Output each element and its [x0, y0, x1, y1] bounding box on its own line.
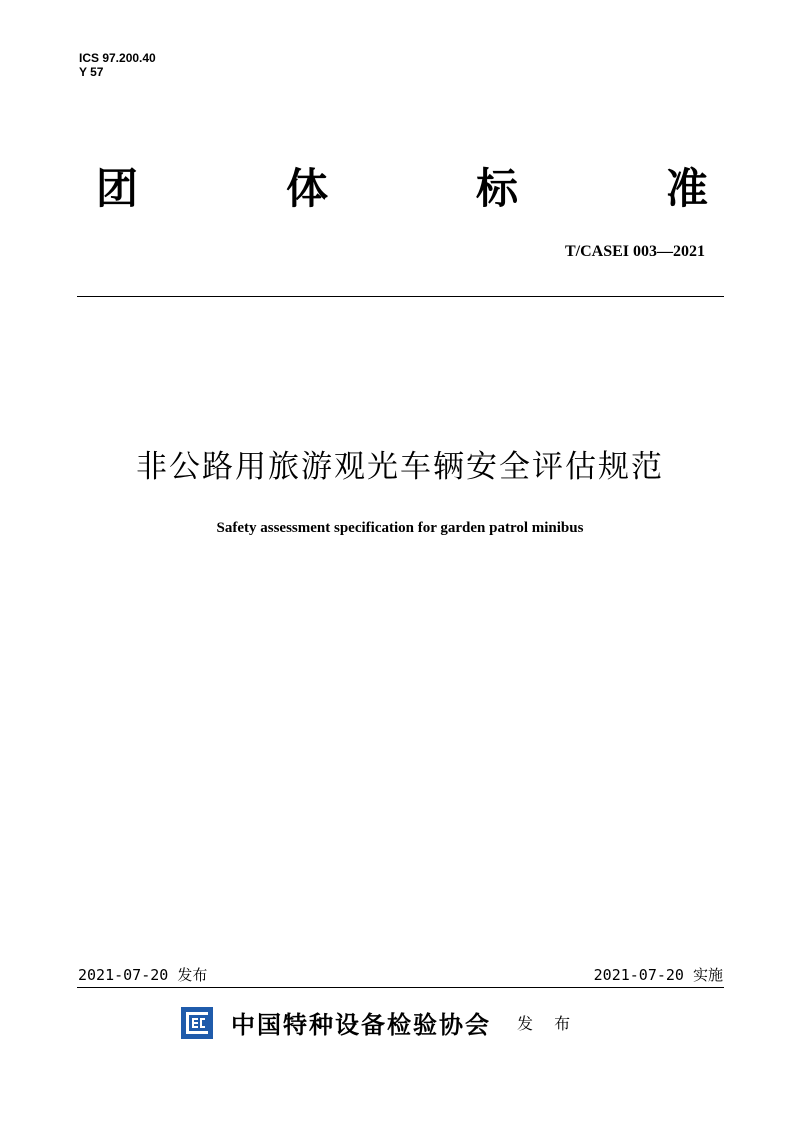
document-title-english: Safety assessment specification for garden patrol minibus: [216, 520, 584, 536]
casei-logo-icon: [181, 1007, 213, 1039]
publisher-name: 中国特种设备检验协会: [231, 1010, 491, 1039]
standard-type-heading: [96, 162, 708, 216]
standard-type-char: 标: [475, 164, 518, 213]
standard-number: T/CASEI 003—2021: [564, 243, 705, 260]
standard-type-char: 团: [96, 164, 139, 213]
ccs-code: Y 57: [79, 65, 104, 79]
top-divider: [77, 296, 724, 297]
classification-codes: [79, 51, 156, 79]
release-date: 2021-07-20 发布: [78, 966, 208, 984]
implementation-date: 2021-07-20 实施: [593, 966, 723, 984]
document-title-chinese: 非公路用旅游观光车辆安全评估规范: [136, 449, 664, 485]
standard-type-char: 体: [285, 164, 328, 213]
ics-code: ICS 97.200.40: [79, 51, 156, 65]
bottom-divider: [77, 987, 724, 988]
standard-type-char: 准: [665, 164, 708, 213]
publish-label: 发 布: [517, 1014, 579, 1033]
publisher-line: [181, 1005, 578, 1040]
